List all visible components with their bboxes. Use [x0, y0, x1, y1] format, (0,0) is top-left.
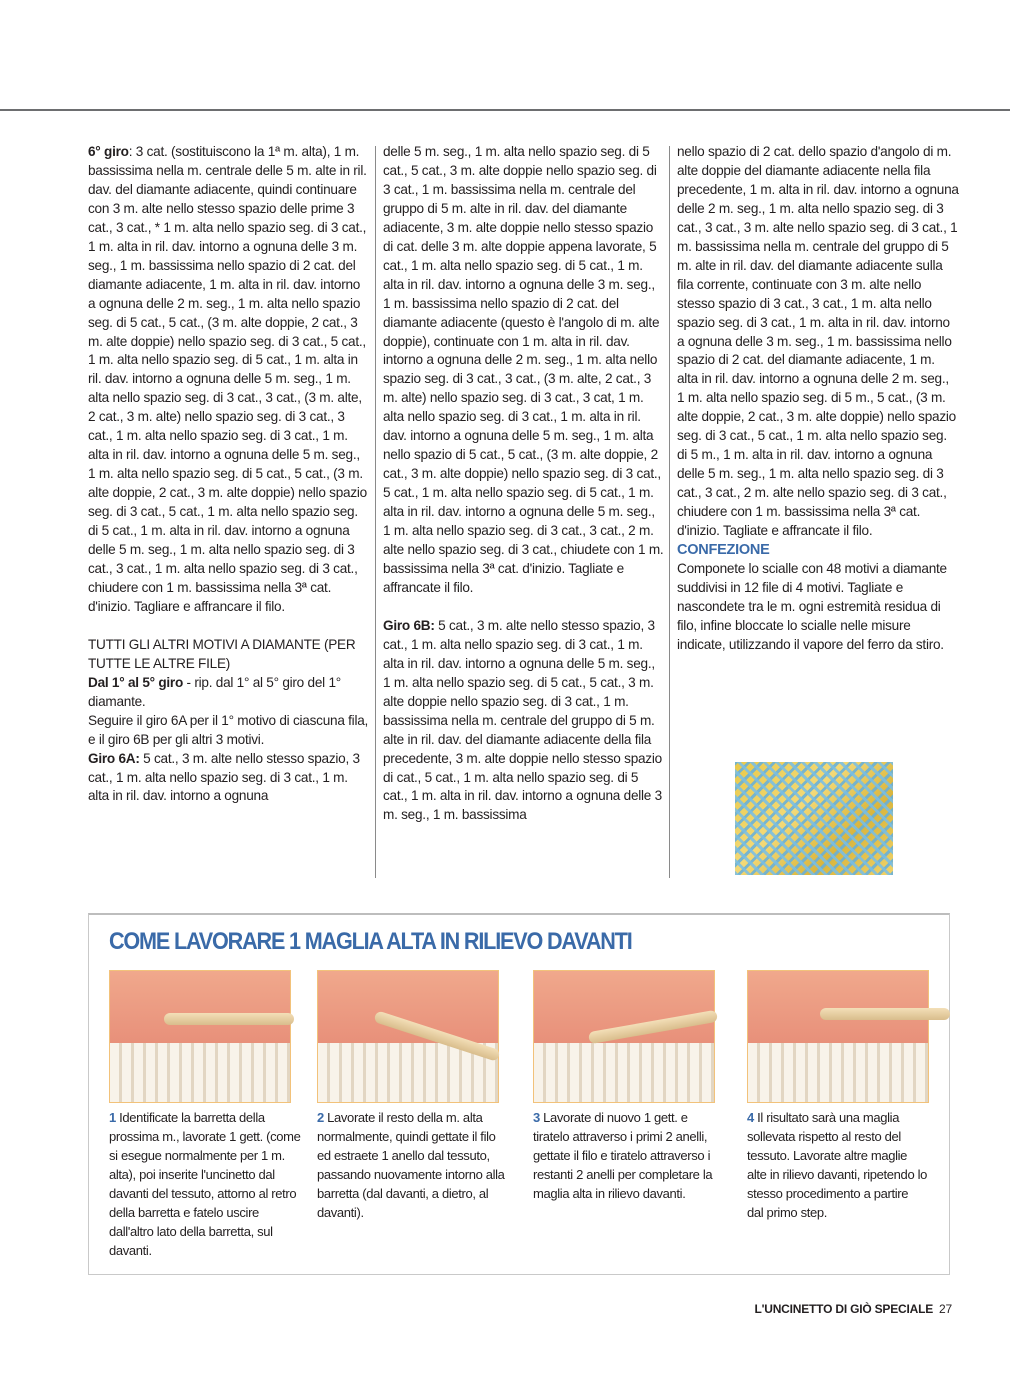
- step-text: Il risultato sarà una maglia sollevata rispetto al resto del tessuto. Lavorate altre maglie alte in rilievo davanti, ripetendo lo stesso procedimento a partire dal primo step.: [747, 1110, 928, 1220]
- round-label: 6° giro: [88, 144, 129, 159]
- header-rule: [0, 109, 1010, 111]
- step-number: 2: [317, 1110, 324, 1125]
- round-6a-instructions: [88, 750, 370, 807]
- column-divider: [375, 146, 376, 878]
- round-label: Dal 1° al 5° giro: [88, 674, 184, 690]
- round-text: : 3 cat. (sostituiscono la 1ª m. alta), 1 m. bassissima nella m. centrale delle 5 m. alte in ril. dav. del diamante adiacente, quindi continuare con 3 m. alte nello stesso spazio delle prime 3 cat., 3 cat., * 1 m. alta nello spazio seg. di 3 cat., 1 m. alta in ril. dav. intorno a ognuna delle 3 m. seg., 1 m. bassissima nello spazio di 2 cat. del diamante adiacente, 1 m. alta in ril. dav. intorno a ognuna delle 2 m. seg., 1 m. alta nello spazio seg. di 5 cat., 5 cat., (3 m. alte doppie, 2 cat., 3 m. alte doppie) nello spazio seg. di 3 cat., 5 cat., 1 m. alta nello spazio seg. di 5 cat., 1 m. alta in ril. dav. intorno a ognuna delle 5 m. seg., 1 m. alta nello spazio seg. di 3 cat., 3 cat., (3 m. alte, 2 cat., 3 m. alte) nello spazio seg. di 3 cat., 3 cat., 1 m. alta nello spazio seg. di 3 cat., 1 m. alta in ril. dav. intorno a ognuna delle 5 m. seg., 1 m. alta nello spazio seg. di 5 cat., 5 cat., (3 m. alte doppie, 2 cat., 3 m. alte doppie) nello spazio seg. di 3 cat., 5 cat., 1 m. alta nello spazio seg. di 5 cat., 1 m. alta in ril. dav. intorno a ognuna delle 5 m. seg., 1 m. alta nello spazio seg. di 3 cat., 3 cat., 1 m. alta nello spazio seg. di 3 cat., chiudere con 1 m. bassissima nella 3ª cat. d'inizio. Tagliare e affrancare il filo.: [88, 144, 367, 614]
- step-number: 3: [533, 1110, 540, 1125]
- step-4-photo: [747, 970, 929, 1103]
- step-3-photo: [533, 970, 715, 1103]
- text-column-1: [88, 143, 370, 806]
- round-6b-continued: nello spazio di 2 cat. dello spazio d'angolo di m. alte doppie del diamante adiacente nella fila precedente, 1 m. alta in ril. dav. intorno a ognuna delle 2 m. seg., 1 m. alta nello spazio seg. di 3 cat., 3 cat., 3 m. alte nello spazio seg. di 3 cat., 1 m. bassissima nella m. centrale del gruppo di 5 m. alte in ril. dav. del diamante adiacente sulla fila corrente, continuate con 3 m. alte nello stesso spazio di 3 cat., 3 cat., 1 m. alta nello spazio seg. di 3 cat., 1 m. alta in ril. dav. intorno a ognuna delle 3 m. seg., 1 m. bassissima nello spazio di 2 cat. del diamante adiacente, 1 m. alta in ril. dav. intorno a ognuna delle 2 m. seg., 1 m. alta nello spazio seg. di 5 m., 5 cat., (3 m. alte doppie, 2 cat., 3 m. alte doppie) nello spazio seg. di 3 cat., 5 cat., 1 m. alta nello spazio seg. di 5 m., 1 m. alta in ril. dav. intorno a ognuna delle 5 m. seg., 1 m. alta nello spazio seg. di 3 cat., 3 cat., 2 m. alte nello spazio seg. di 3 cat., chiudere con 1 m. bassissima nella 3ª cat. d'inizio. Tagliate e affrancate il filo.: [677, 144, 959, 539]
- step-number: 4: [747, 1110, 754, 1125]
- rounds-1-5: [88, 674, 370, 712]
- round-text: 5 cat., 3 m. alte nello stesso spazio, 3 cat., 1 m. alta nello spazio seg. di 3 cat., 1 m. alta in ril. dav. intorno a ognuna: [88, 750, 360, 804]
- section-heading: TUTTI GLI ALTRI MOTIVI A DIAMANTE (PER TUTTE LE ALTRE FILE): [88, 636, 356, 671]
- magazine-name: L'UNCINETTO DI GIÒ SPECIALE: [754, 1302, 934, 1316]
- tutorial-title: COME LAVORARE 1 MAGLIA ALTA IN RILIEVO DAVANTI: [109, 928, 632, 955]
- round-text: 5 cat., 3 m. alte nello stesso spazio, 3 cat., 1 m. alta nello spazio seg. di 3 cat., 1 m. alta in ril. dav. intorno a ognuna delle 5 m. seg., 1 m. alta nello spazio seg. di 5 cat., 5 cat., 3 m. alte doppie nello spazio seg. di 3 cat., 1 m. bassissima nella m. centrale del gruppo di 5 m. alte in ril. dav. del diamante adiacente della fila precedente, 3 m. alte doppie nello stesso spazio di cat., 5 cat., 1 m. alta nello spazio seg. di 5 cat., 1 m. alta in ril. dav. intorno a ognuna delle 3 m. seg., 1 m. bassissima: [383, 617, 662, 823]
- page-footer: [754, 1302, 952, 1316]
- page-number: 27: [939, 1302, 952, 1316]
- confezione-text: Componete lo scialle con 48 motivi a diamante suddivisi in 12 file di 4 motivi. Tagliate e nascondete tra le m. ogni estremità residua di filo, infine bloccate lo scialle nelle misure indicate, utilizzando il vapore del ferro da stiro.: [677, 560, 947, 652]
- round-6-instructions: [88, 143, 370, 617]
- step-1-photo: [109, 970, 291, 1103]
- step-2-photo: [317, 970, 499, 1103]
- instruction-note: Seguire il giro 6A per il 1° motivo di ciascuna fila, e il giro 6B per gli altri 3 motivi.: [88, 712, 369, 747]
- step-text: Identificate la barretta della prossima m., lavorate 1 gett. (come si esegue normalmente per 1 m. alta), poi inserite l'uncinetto dal davanti del tessuto, attorno al retro della barretta e fatelo uscire dall'altro lato della barretta, sul davanti.: [109, 1110, 301, 1258]
- crochet-hook: [820, 1008, 950, 1020]
- step-number: 1: [109, 1110, 116, 1125]
- round-6a-continued: delle 5 m. seg., 1 m. alta nello spazio seg. di 5 cat., 5 cat., 3 m. alte doppie nello spazio seg. di 3 cat., 1 m. bassissima nella m. centrale del gruppo di 5 m. alte in ril. dav. del diamante adiacente, 3 m. alte doppie nello stesso spazio di cat. delle 3 m. alte doppie appena lavorate, 5 cat., 1 m. alta nello spazio seg. di 5 cat., 1 m. alta in ril. dav. intorno a ognuna delle 3 m. seg., 1 m. bassissima nello spazio di 2 cat. del diamante adiacente (questo è l'angolo di m. alte doppie), continuate con 1 m. alta in ril. dav. intorno a ognuna delle 2 m. seg., 1 m. alta nello spazio seg. di 3 cat., 3 cat., (3 m. alte, 2 cat., 3 m. alte) nello spazio seg. di 3 cat., 3 cat, 1 m. alta nello spazio seg. di 3 cat., 1 m. alta in ril. dav. intorno a ognuna delle 5 m. seg., 1 m. alta nello spazio di 5 cat., 5 cat., (3 m. alte doppie, 2 cat., 3 m. alte doppie) nello spazio seg. di 3 cat., 5 cat., 1 m. alta nello spazio seg. di 5 cat., 1 m. alta in ril. dav. intorno a ognuna delle 5 m. seg., 1 m. alta nello spazio seg. di 3 cat., 3 cat., 2 m. alte nello spazio seg. di 3 cat., chiudete con 1 m. bassissima nella 3ª cat. d'inizio. Tagliate e affrancate il filo.: [383, 144, 664, 595]
- step-1-caption: [109, 1108, 304, 1260]
- step-4-caption: [747, 1108, 927, 1222]
- crochet-motif-photo: [735, 762, 893, 875]
- column-divider: [669, 146, 670, 878]
- step-3-caption: [533, 1108, 723, 1203]
- step-text: Lavorate il resto della m. alta normalmente, quindi gettate il filo ed estraete 1 anello dal tessuto, passando nuovamente intorno alla barretta (dal davanti, a dietro, al davanti).: [317, 1110, 505, 1220]
- step-text: Lavorate di nuovo 1 gett. e tiratelo attraverso i primi 2 anelli, gettate il filo e tiratelo attraverso i restanti 2 anelli per completare la maglia alta in rilievo davanti.: [533, 1110, 713, 1201]
- round-6b-instructions: [383, 617, 665, 825]
- round-label: Giro 6B:: [383, 617, 435, 633]
- confezione-heading: CONFEZIONE: [677, 542, 770, 559]
- round-label: Giro 6A:: [88, 750, 140, 766]
- crochet-hook: [164, 1013, 294, 1025]
- text-column-3: [677, 143, 959, 655]
- step-2-caption: [317, 1108, 507, 1222]
- round-text: - rip. dal 1° al 5° giro del 1° diamante.: [88, 674, 341, 709]
- text-column-2: [383, 143, 665, 825]
